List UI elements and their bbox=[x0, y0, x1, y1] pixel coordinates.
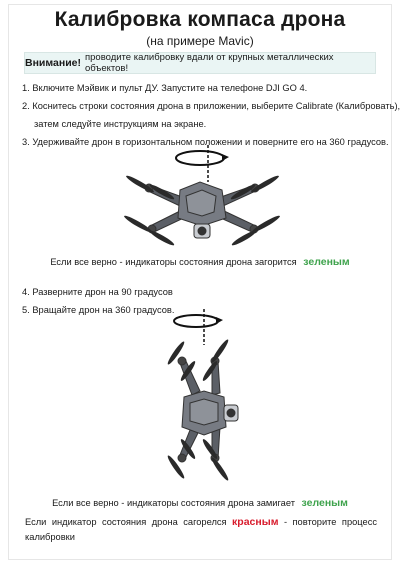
step-3: 3. Удерживайте дрон в горизонтальном положении и поверните его на 360 градусов. bbox=[22, 137, 389, 147]
warning-box bbox=[24, 52, 376, 74]
rotation-arrow-icon bbox=[174, 309, 223, 345]
final-instruction bbox=[25, 515, 377, 545]
page-subtitle: (на примере Mavic) bbox=[146, 34, 254, 48]
final-text-after: - повторите процесс калибровки bbox=[25, 517, 377, 542]
page-title: Калибровка компаса дрона bbox=[54, 8, 346, 31]
status-1-green-word: зеленым bbox=[303, 256, 350, 268]
drone-illustration-vertical bbox=[140, 305, 270, 495]
status-line-1 bbox=[0, 256, 400, 268]
status-2-text: Если все верно - индикаторы состояния дрона замигает bbox=[52, 498, 295, 508]
drone-illustration-horizontal bbox=[110, 140, 300, 250]
status-1-text: Если все верно - индикаторы состояния дрона загорится bbox=[50, 257, 297, 267]
final-text-before: Если индикатор состояния дрона сагорелся bbox=[25, 517, 227, 527]
status-line-2 bbox=[0, 497, 400, 509]
final-red-word: красным bbox=[232, 516, 279, 528]
rotation-arrow-icon bbox=[176, 145, 229, 182]
step-2-continued: затем следуйте инструкциям на экране. bbox=[34, 119, 207, 129]
step-5: 5. Вращайте дрон на 360 градусов. bbox=[22, 305, 175, 315]
status-2-green-word: зеленым bbox=[301, 497, 348, 509]
step-4: 4. Разверните дрон на 90 градусов bbox=[22, 287, 173, 297]
warning-text: проводите калибровку вдали от крупных металлических объектов! bbox=[84, 52, 334, 74]
warning-label: Внимание! bbox=[25, 57, 81, 69]
step-1: 1. Включите Мэйвик и пульт ДУ. Запустите на телефоне DJI GO 4. bbox=[22, 83, 308, 93]
step-2: 2. Коснитесь строки состояния дрона в приложении, выберите Calibrate (Калибровать), bbox=[22, 101, 400, 111]
